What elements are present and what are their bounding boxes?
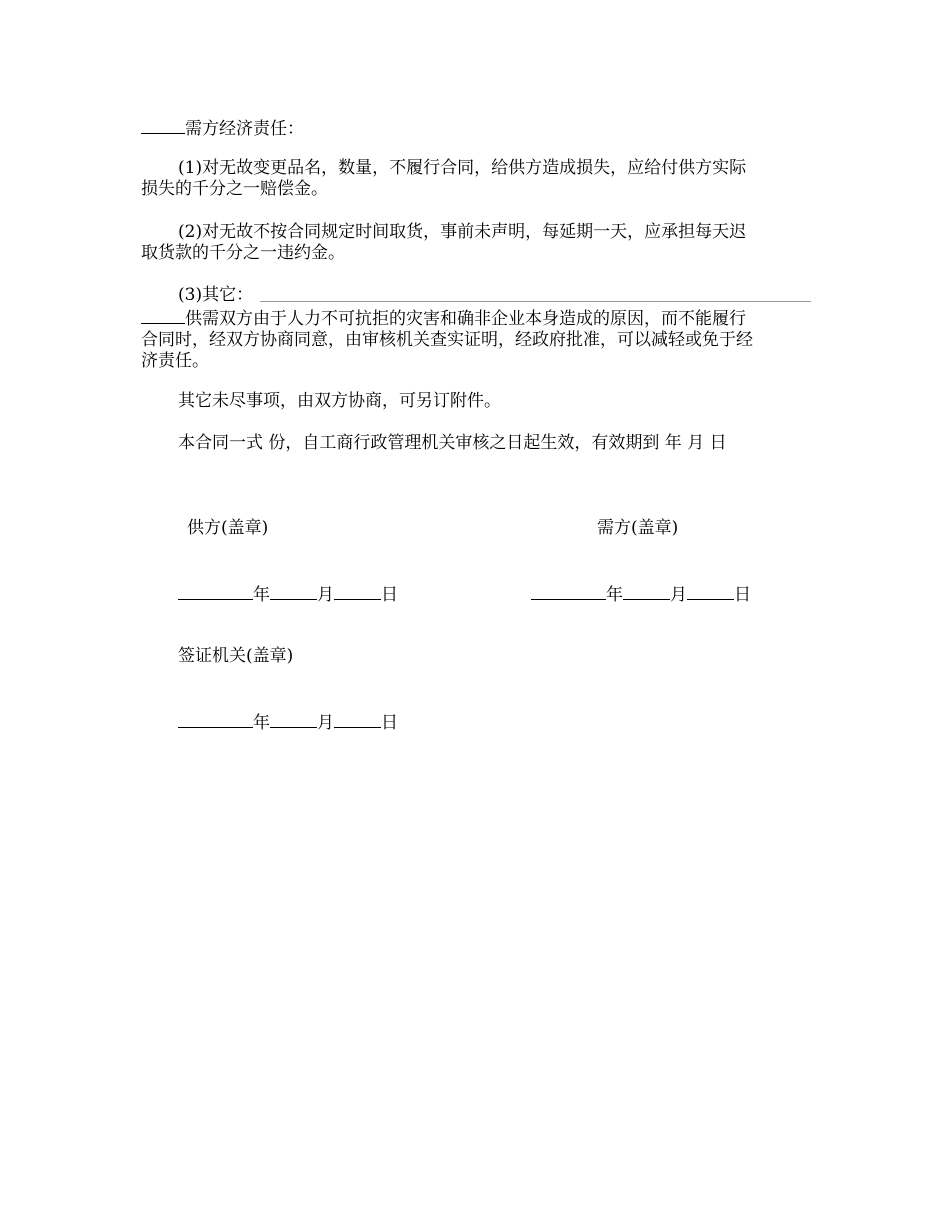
year-blank: [178, 710, 253, 728]
clause-1: [141, 158, 811, 200]
buyer-date: [531, 582, 751, 606]
month-blank: [623, 582, 670, 600]
clause-1-line-2: 损失的千分之一赔偿金。: [141, 179, 328, 199]
clause-3: [141, 285, 811, 306]
supplier-seal-label: 供方(盖章): [187, 518, 269, 538]
day-unit: 日: [381, 713, 398, 733]
clause-2: [141, 222, 811, 264]
day-blank: [687, 582, 734, 600]
other-matters: [141, 391, 811, 412]
validity-clause: [141, 433, 811, 454]
clause-2-line-2: 取货款的千分之一违约金。: [141, 243, 345, 263]
notary-seal-label: 签证机关(盖章): [178, 646, 294, 666]
month-blank: [270, 582, 317, 600]
force-majeure-line-3: 济责任。: [141, 351, 209, 371]
month-unit: 月: [317, 713, 334, 733]
clause-3-fill-line: [260, 301, 811, 302]
clause-2-line-1: (2)对无故不按合同规定时间取货，事前未声明，每延期一天，应承担每天迟: [178, 222, 747, 242]
force-majeure-line-2: 合同时，经双方协商同意，由审核机关查实证明，经政府批准，可以减轻或免于经: [141, 330, 753, 350]
other-matters-text: 其它未尽事项，由双方协商，可另订附件。: [178, 391, 501, 411]
notary-date: [178, 710, 398, 734]
month-unit: 月: [670, 585, 687, 605]
day-blank: [334, 710, 381, 728]
year-blank: [178, 582, 253, 600]
day-blank: [334, 582, 381, 600]
supplier-date: [178, 582, 398, 606]
force-majeure: [141, 306, 811, 372]
year-unit: 年: [253, 585, 270, 605]
clause-3-label: (3)其它：: [178, 285, 254, 305]
blank-line: [141, 306, 185, 324]
liability-heading-text: 需方经济责任：: [185, 119, 304, 139]
month-unit: 月: [317, 585, 334, 605]
day-unit: 日: [734, 585, 751, 605]
month-blank: [270, 710, 317, 728]
force-majeure-text-1: 供需双方由于人力不可抗拒的灾害和确非企业本身造成的原因，而不能履行: [185, 309, 746, 329]
year-unit: 年: [606, 585, 623, 605]
day-unit: 日: [381, 585, 398, 605]
clause-1-line-1: (1)对无故变更品名，数量，不履行合同，给供方造成损失，应给付供方实际: [178, 158, 747, 178]
validity-text: 本合同一式 份，自工商行政管理机关审核之日起生效，有效期到 年 月 日: [178, 433, 727, 453]
buyer-seal-label: 需方(盖章): [597, 518, 679, 538]
blank-line: [141, 116, 185, 134]
force-majeure-line-1: [141, 306, 811, 330]
liability-heading: [141, 116, 811, 140]
year-blank: [531, 582, 606, 600]
year-unit: 年: [253, 713, 270, 733]
